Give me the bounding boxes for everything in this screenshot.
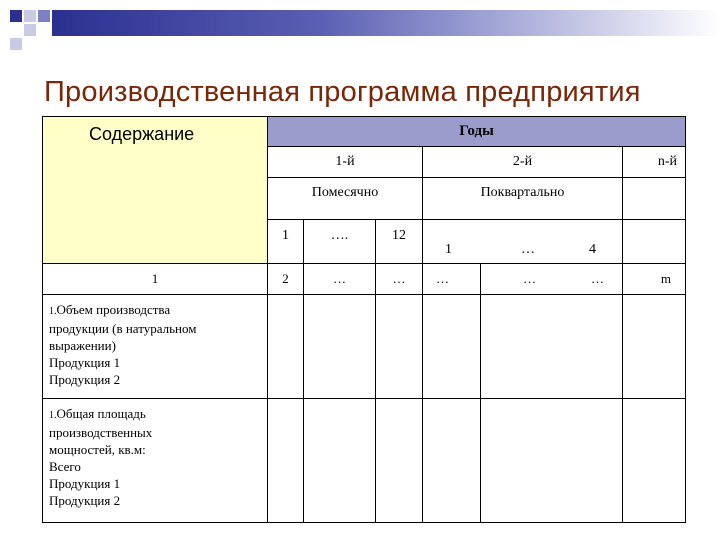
decor-square	[24, 24, 36, 36]
data-cell[interactable]	[304, 399, 376, 523]
month-cell	[376, 220, 423, 264]
row-line: выражении)	[49, 338, 116, 353]
period-label: Помесячно	[311, 185, 379, 200]
month-cell	[268, 220, 304, 264]
number-cell	[423, 264, 481, 295]
row-line: Продукция 1	[49, 476, 121, 491]
data-cell[interactable]	[304, 295, 376, 399]
page-title: Производственная программа предприятия	[44, 76, 641, 108]
year-label: 2-й	[512, 154, 533, 169]
month-label: ….	[330, 228, 349, 243]
row-number: 1.	[49, 306, 57, 317]
quarter-label: …	[521, 242, 535, 257]
month-label: 12	[392, 228, 406, 243]
row-line: Всего	[49, 459, 81, 474]
column-number: 1	[151, 271, 159, 286]
year-n-cell	[623, 147, 686, 178]
data-cell[interactable]	[423, 295, 481, 399]
header-gradient-bar	[52, 10, 720, 36]
data-cell[interactable]	[268, 399, 304, 523]
data-cell[interactable]	[623, 399, 686, 523]
row-line: мощностей, кв.м:	[49, 442, 146, 457]
content-header-cell	[43, 117, 268, 264]
data-cell[interactable]	[376, 295, 423, 399]
column-number: …	[333, 271, 346, 286]
data-cell[interactable]	[423, 399, 481, 523]
data-cell[interactable]	[623, 295, 686, 399]
number-cell	[304, 264, 376, 295]
year-label: n-й	[657, 154, 677, 169]
column-number: 2	[282, 271, 289, 286]
decor-square	[24, 10, 36, 22]
quarterly-cell	[423, 178, 623, 220]
empty-cell	[623, 178, 686, 220]
number-cell	[623, 264, 686, 295]
number-cell	[376, 264, 423, 295]
years-header-cell	[268, 117, 686, 147]
content-header: Содержание	[89, 124, 195, 144]
decor-square	[10, 10, 22, 22]
row-description	[43, 295, 268, 399]
number-cell	[481, 264, 623, 295]
column-number: …	[591, 271, 604, 286]
column-number: m	[660, 271, 671, 286]
row-line: производственных	[49, 425, 153, 440]
year-label: 1-й	[335, 154, 355, 169]
quarter-label: 4	[589, 242, 596, 257]
empty-cell	[623, 220, 686, 264]
row-line: Продукция 2	[49, 493, 121, 508]
quarter-label: 1	[445, 242, 452, 257]
row-line: продукции (в натуральном	[49, 321, 197, 336]
month-label: 1	[282, 228, 289, 243]
production-program-table	[42, 116, 686, 523]
monthly-cell	[268, 178, 423, 220]
quarters-cell	[423, 220, 623, 264]
column-number: …	[523, 271, 536, 286]
number-cell	[268, 264, 304, 295]
data-cell[interactable]	[376, 399, 423, 523]
row-number: 1.	[49, 410, 57, 421]
year-2-cell	[423, 147, 623, 178]
decor-square	[10, 38, 22, 50]
row-line: Объем производства	[56, 302, 171, 317]
data-cell[interactable]	[268, 295, 304, 399]
row-line: Продукция 1	[49, 355, 121, 370]
number-cell	[43, 264, 268, 295]
year-1-cell	[268, 147, 423, 178]
month-cell	[304, 220, 376, 264]
decor-square	[38, 10, 50, 22]
period-label: Поквартально	[480, 185, 565, 200]
data-cell[interactable]	[481, 399, 623, 523]
column-number: …	[392, 271, 406, 286]
row-line: Общая площадь	[56, 406, 146, 421]
column-number: …	[436, 271, 449, 286]
row-description	[43, 399, 268, 523]
data-cell[interactable]	[481, 295, 623, 399]
row-line: Продукция 2	[49, 372, 121, 387]
years-header: Годы	[459, 123, 494, 139]
